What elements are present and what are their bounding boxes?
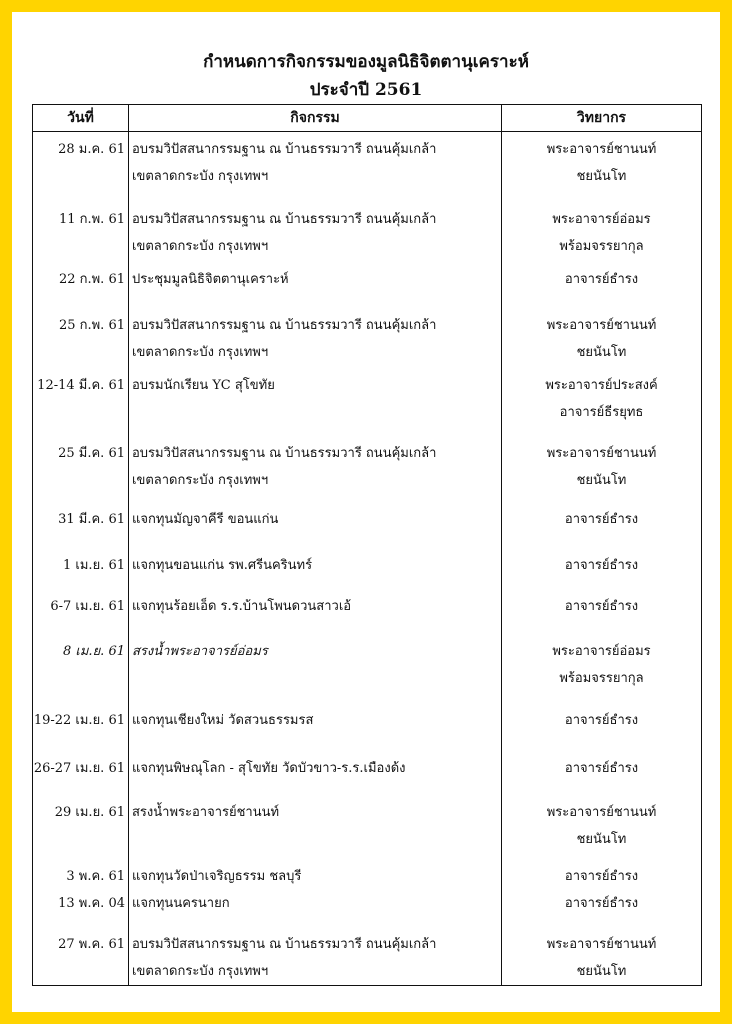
speaker-line: ชยนันโท <box>576 472 627 488</box>
activity-line: อบรมวิปัสสนากรรมฐาน ณ บ้านธรรมวารี ถนนคุ้มเกล้า <box>132 936 437 952</box>
date-text: 8 เม.ย. 61 <box>63 643 125 659</box>
speaker-line: พร้อมจรรยากุล <box>559 670 644 686</box>
cell-date <box>33 202 129 262</box>
date-text: 12-14 มี.ค. 61 <box>37 377 125 393</box>
date-text: 26-27 เม.ย. 61 <box>33 760 125 776</box>
table-row <box>33 202 702 262</box>
cell-activity <box>129 927 502 986</box>
cell-date <box>33 751 129 795</box>
date-text: 11 ก.พ. 61 <box>58 211 125 227</box>
activity-line: เขตลาดกระบัง กรุงเทพฯ <box>132 238 269 254</box>
speaker-line: อาจารย์ธำรง <box>564 271 639 287</box>
date-text: 27 พ.ค. 61 <box>58 936 125 952</box>
speaker-line: พระอาจารย์ชานนท์ <box>546 445 657 461</box>
cell-date <box>33 436 129 502</box>
speaker-line: พระอาจารย์ประสงค์ <box>545 377 658 393</box>
table-row <box>33 795 702 855</box>
cell-activity <box>129 132 502 202</box>
date-text: 29 เม.ย. 61 <box>54 804 125 820</box>
document-title: กำหนดการกิจกรรมของมูลนิธิจิตตานุเคราะห์ <box>203 52 529 72</box>
table-row <box>33 368 702 436</box>
speaker-line: อาจารย์ธีรยุทธ <box>559 404 644 420</box>
speaker-line: อาจารย์ธำรง <box>564 760 639 776</box>
cell-date <box>33 368 129 436</box>
table-header-row <box>33 105 702 132</box>
cell-speaker <box>502 795 702 855</box>
speaker-line: ชยนันโท <box>576 831 627 847</box>
cell-activity <box>129 262 502 308</box>
schedule-table <box>32 104 702 986</box>
cell-activity <box>129 202 502 262</box>
date-text: 28 ม.ค. 61 <box>58 142 125 157</box>
cell-speaker <box>502 502 702 548</box>
speaker-line: พระอาจารย์อ่อมร <box>552 211 651 227</box>
cell-date <box>33 502 129 548</box>
cell-speaker <box>502 132 702 202</box>
document-subtitle: ประจำปี 2561 <box>309 80 423 100</box>
speaker-line: ชยนันโท <box>576 344 627 360</box>
table-row <box>33 751 702 795</box>
activity-line: แจกทุนนครนายก <box>132 895 230 911</box>
cell-speaker <box>502 308 702 368</box>
cell-activity <box>129 751 502 795</box>
activity-line: เขตลาดกระบัง กรุงเทพฯ <box>132 344 269 360</box>
table-row <box>33 634 702 703</box>
speaker-line: อาจารย์ธำรง <box>564 712 639 728</box>
cell-speaker <box>502 634 702 703</box>
speaker-line: พระอาจารย์ชานนท์ <box>546 317 657 333</box>
cell-date <box>33 634 129 703</box>
cell-speaker <box>502 855 702 890</box>
activity-line: อบรมวิปัสสนากรรมฐาน ณ บ้านธรรมวารี ถนนคุ้มเกล้า <box>132 445 437 461</box>
activity-line: อบรมวิปัสสนากรรมฐาน ณ บ้านธรรมวารี ถนนคุ้มเกล้า <box>132 211 437 227</box>
cell-speaker <box>502 368 702 436</box>
date-text: 25 มี.ค. 61 <box>58 445 125 461</box>
cell-speaker <box>502 436 702 502</box>
cell-speaker <box>502 890 702 927</box>
cell-speaker <box>502 927 702 986</box>
date-text: 25 ก.พ. 61 <box>58 317 125 333</box>
table-row <box>33 502 702 548</box>
cell-date <box>33 548 129 589</box>
speaker-line: อาจารย์ธำรง <box>564 895 639 911</box>
speaker-line: ชยนันโท <box>576 963 627 979</box>
table-row <box>33 927 702 986</box>
activity-line: อบรมวิปัสสนากรรมฐาน ณ บ้านธรรมวารี ถนนคุ้มเกล้า <box>132 142 437 157</box>
cell-speaker <box>502 202 702 262</box>
table-row <box>33 548 702 589</box>
document-page <box>12 12 720 1012</box>
cell-activity <box>129 855 502 890</box>
cell-date <box>33 308 129 368</box>
activity-line: แจกทุนขอนแก่น รพ.ศรีนครินทร์ <box>132 557 313 573</box>
cell-activity <box>129 890 502 927</box>
cell-activity <box>129 308 502 368</box>
cell-date <box>33 132 129 202</box>
activity-line: เขตลาดกระบัง กรุงเทพฯ <box>132 169 269 184</box>
header-speaker: วิทยากร <box>502 105 702 132</box>
header-date: วันที่ <box>33 105 129 132</box>
speaker-line: อาจารย์ธำรง <box>564 598 639 614</box>
date-text: 22 ก.พ. 61 <box>58 271 125 287</box>
speaker-line: ชยนันโท <box>576 169 627 184</box>
cell-activity <box>129 368 502 436</box>
cell-activity <box>129 502 502 548</box>
activity-line: เขตลาดกระบัง กรุงเทพฯ <box>132 963 269 979</box>
cell-speaker <box>502 262 702 308</box>
activity-line: แจกทุนมัญจาคีรี ขอนแก่น <box>132 511 279 527</box>
date-text: 19-22 เม.ย. 61 <box>33 712 125 728</box>
speaker-line: อาจารย์ธำรง <box>564 557 639 573</box>
table-row <box>33 855 702 890</box>
activity-line: สรงน้ำพระอาจารย์ชานนท์ <box>132 804 280 820</box>
speaker-line: อาจารย์ธำรง <box>564 868 639 884</box>
date-text: 31 มี.ค. 61 <box>58 511 125 527</box>
date-text: 3 พ.ค. 61 <box>66 868 125 884</box>
table-row <box>33 589 702 634</box>
speaker-line: พระอาจารย์ชานนท์ <box>546 804 657 820</box>
activity-line: สรงน้ำพระอาจารย์อ่อมร <box>132 643 268 659</box>
cell-date <box>33 262 129 308</box>
cell-activity <box>129 436 502 502</box>
header-activity: กิจกรรม <box>129 105 502 132</box>
table-row <box>33 308 702 368</box>
cell-activity <box>129 548 502 589</box>
activity-line: อบรมวิปัสสนากรรมฐาน ณ บ้านธรรมวารี ถนนคุ้มเกล้า <box>132 317 437 333</box>
schedule-rows <box>33 132 702 986</box>
speaker-line: อาจารย์ธำรง <box>564 511 639 527</box>
activity-line: อบรมนักเรียน YC สุโขทัย <box>132 377 275 393</box>
cell-activity <box>129 634 502 703</box>
date-text: 1 เม.ย. 61 <box>63 557 125 573</box>
cell-date <box>33 890 129 927</box>
cell-date <box>33 795 129 855</box>
cell-speaker <box>502 751 702 795</box>
activity-line: แจกทุนร้อยเอ็ด ร.ร.บ้านโพนดวนสาวเอ้ <box>132 598 352 614</box>
cell-speaker <box>502 703 702 751</box>
table-row <box>33 703 702 751</box>
speaker-line: พร้อมจรรยากุล <box>559 238 644 254</box>
table-row <box>33 436 702 502</box>
date-text: 6-7 เม.ย. 61 <box>50 598 125 614</box>
speaker-line: พระอาจารย์ชานนท์ <box>546 936 657 952</box>
speaker-line: พระอาจารย์ชานนท์ <box>546 142 657 157</box>
cell-activity <box>129 589 502 634</box>
activity-line: แจกทุนวัดป่าเจริญธรรม ชลบุรี <box>132 868 302 884</box>
date-text: 13 พ.ค. 04 <box>58 895 125 911</box>
table-row <box>33 890 702 927</box>
table-row <box>33 262 702 308</box>
activity-line: ประชุมมูลนิธิจิตตานุเคราะห์ <box>132 271 289 287</box>
activity-line: แจกทุนพิษณุโลก - สุโขทัย วัดบัวขาว-ร.ร.เมืองด้ง <box>132 760 406 776</box>
table-row <box>33 132 702 202</box>
speaker-line: พระอาจารย์อ่อมร <box>552 643 651 659</box>
activity-line: แจกทุนเชียงใหม่ วัดสวนธรรมรส <box>132 712 314 728</box>
cell-speaker <box>502 548 702 589</box>
cell-speaker <box>502 589 702 634</box>
activity-line: เขตลาดกระบัง กรุงเทพฯ <box>132 472 269 488</box>
cell-activity <box>129 795 502 855</box>
cell-date <box>33 703 129 751</box>
cell-activity <box>129 703 502 751</box>
cell-date <box>33 855 129 890</box>
cell-date <box>33 589 129 634</box>
cell-date <box>33 927 129 986</box>
